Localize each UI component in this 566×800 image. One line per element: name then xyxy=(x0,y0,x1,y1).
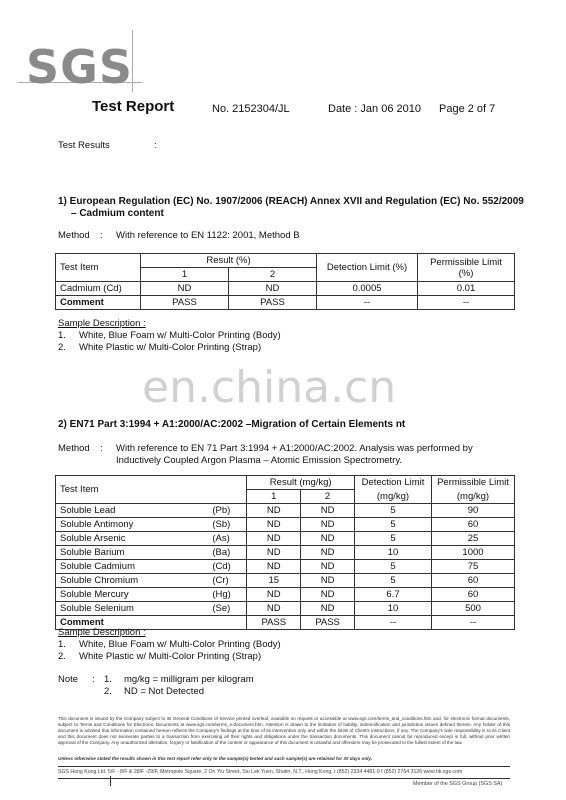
table-row xyxy=(56,546,515,560)
cell-perm: 75 xyxy=(432,560,515,574)
watermark: en.china.cn xyxy=(142,362,397,413)
footer-tick xyxy=(110,776,111,786)
col-sample-2: 2 xyxy=(301,490,355,504)
col-result: Result (mg/kg) xyxy=(247,476,355,490)
cell-det: 10 xyxy=(355,546,432,560)
note-label: Note xyxy=(58,674,79,685)
cell-r2: ND xyxy=(301,546,355,560)
col-sample-1: 1 xyxy=(247,490,301,504)
cell-det: -- xyxy=(317,296,418,310)
section1-title: 1) European Regulation (EC) No. 1907/2006 (REACH) Annex XVII and Regulation (EC) No. 552/2009 xyxy=(58,196,524,207)
comment-row xyxy=(56,296,515,310)
note-text: mg/kg = milligram per kilogram xyxy=(124,674,254,685)
cell-item: Soluble Cadmium xyxy=(56,560,209,574)
table-row xyxy=(56,504,515,518)
footer-divider xyxy=(58,766,510,767)
cell-symbol: (As) xyxy=(208,532,247,546)
section2-sample-num: 2. xyxy=(58,651,66,662)
table-row xyxy=(56,588,515,602)
cell-perm: 60 xyxy=(432,574,515,588)
footer-retention: Unless otherwise stated the results shown in this test report refer only to the sample(s) tested and such sample(s) are retained for 30 days only. xyxy=(58,756,373,761)
cell-item: Soluble Chromium xyxy=(56,574,209,588)
cell-r2: ND xyxy=(301,504,355,518)
logo-text: SGS xyxy=(26,40,134,94)
footer-member: Member of the SGS Group (SGS SA) xyxy=(413,781,503,787)
col-result: Result (%) xyxy=(141,254,317,268)
table-row xyxy=(56,602,515,616)
cell-perm: -- xyxy=(432,616,515,630)
note-num: 1. xyxy=(104,674,112,685)
section2-sample-text: White Plastic w/ Multi-Color Printing (Strap) xyxy=(79,651,262,662)
cell-symbol: (Sb) xyxy=(208,518,247,532)
col-permissible-unit: (mg/kg) xyxy=(432,490,515,504)
col-sample-2: 2 xyxy=(229,268,317,282)
cell-perm: -- xyxy=(418,296,515,310)
cell-r1: ND xyxy=(247,546,301,560)
cell-perm: 90 xyxy=(432,504,515,518)
col-test-item: Test Item xyxy=(56,476,247,504)
col-permissible-limit: Permissible Limit (%) xyxy=(418,254,515,282)
cell-comment: Comment xyxy=(56,616,247,630)
footer-disclaimer: This document is issued by the Company subject to its General Conditions of Service printed overleaf, available on request or accessible at www.sgs.com/terms_and_conditions.htm and, for electronic format documents, subject to Terms and Conditions for Electronic Documents at www.sgs.com/terms_e-document.htm. Attention is drawn to the limitation of liability, indemnification and jurisdiction issues defined therein. Any holder of this document is advised that information contained hereon reflects the Company's findings at the time of its intervention only and within the limits of Client's instructions, if any. The Company's sole responsibility is to its Client and this document does not exonerate parties to a transaction from exercising all their rights and obligations under the transaction documents. This document cannot be reproduced except in full, without prior written approval of the Company. Any unauthorized alteration, forgery or falsification of the content or appearance of this document is unlawful and offenders may be prosecuted to the fullest extent of the law. xyxy=(58,716,510,745)
page-number: Page 2 of 7 xyxy=(439,103,496,115)
section2-method-line1: With reference to EN 71 Part 3:1994 + A1:2000/AC:2002. Analysis was performed by xyxy=(116,443,473,454)
cell-comment: Comment xyxy=(56,296,141,310)
table-row xyxy=(56,518,515,532)
cell-r1: ND xyxy=(247,504,301,518)
cell-det: 5 xyxy=(355,504,432,518)
note-text: ND = Not Detected xyxy=(124,686,204,697)
cell-r1: ND xyxy=(141,282,229,296)
note-colon: : xyxy=(92,674,95,685)
cell-det: 5 xyxy=(355,560,432,574)
section1-sample-num: 2. xyxy=(58,342,66,353)
section1-table xyxy=(55,253,515,310)
cell-r1: ND xyxy=(247,588,301,602)
cell-symbol: (Cd) xyxy=(208,560,247,574)
sgs-logo xyxy=(18,30,148,94)
section1-subtitle: – Cadmium content xyxy=(71,208,164,219)
cell-det: 5 xyxy=(355,574,432,588)
cell-r2: ND xyxy=(301,574,355,588)
test-results-colon: : xyxy=(154,140,157,151)
section1-sample-num: 1. xyxy=(58,330,66,341)
col-detection-unit: (mg/kg) xyxy=(355,490,432,504)
col-permissible-limit: Permissible Limit xyxy=(432,476,515,490)
cell-perm: 500 xyxy=(432,602,515,616)
cell-perm: 60 xyxy=(432,588,515,602)
cell-det: 6.7 xyxy=(355,588,432,602)
cell-symbol: (Cr) xyxy=(208,574,247,588)
section1-method-text: With reference to EN 1122: 2001, Method B xyxy=(116,230,300,241)
cell-symbol: (Hg) xyxy=(208,588,247,602)
section2-sample-num: 1. xyxy=(58,639,66,650)
cell-r1: PASS xyxy=(141,296,229,310)
section2-sample-text: White, Blue Foam w/ Multi-Color Printing (Body) xyxy=(79,639,281,650)
report-number: No. 2152304/JL xyxy=(212,103,290,115)
section2-method-label: Method xyxy=(58,443,90,454)
cell-r2: ND xyxy=(301,602,355,616)
cell-item: Soluble Barium xyxy=(56,546,209,560)
cell-item: Soluble Selenium xyxy=(56,602,209,616)
cell-perm: 1000 xyxy=(432,546,515,560)
cell-perm: 60 xyxy=(432,518,515,532)
section2-table xyxy=(55,475,515,630)
cell-r2: ND xyxy=(229,282,317,296)
section1-method-label: Method xyxy=(58,230,90,241)
section1-sample-text: White, Blue Foam w/ Multi-Color Printing (Body) xyxy=(79,330,281,341)
cell-det: 10 xyxy=(355,602,432,616)
cell-r2: ND xyxy=(301,588,355,602)
cell-symbol: (Se) xyxy=(208,602,247,616)
cell-r1: ND xyxy=(247,532,301,546)
cell-det: -- xyxy=(355,616,432,630)
cell-r1: PASS xyxy=(247,616,301,630)
cell-r2: PASS xyxy=(301,616,355,630)
report-date: Date : Jan 06 2010 xyxy=(328,103,421,115)
cell-det: 5 xyxy=(355,518,432,532)
cell-r2: PASS xyxy=(229,296,317,310)
col-detection-limit: Detection Limit (%) xyxy=(317,254,418,282)
cell-r2: ND xyxy=(301,518,355,532)
table-row xyxy=(56,560,515,574)
col-detection-limit: Detection Limit xyxy=(355,476,432,490)
cell-item: Cadmium (Cd) xyxy=(56,282,141,296)
table-row xyxy=(56,574,515,588)
cell-r1: ND xyxy=(247,518,301,532)
cell-perm: 25 xyxy=(432,532,515,546)
cell-symbol: (Pb) xyxy=(208,504,247,518)
section2-method-colon: : xyxy=(100,443,103,454)
cell-item: Soluble Arsenic xyxy=(56,532,209,546)
cell-symbol: (Ba) xyxy=(208,546,247,560)
table-row xyxy=(56,282,515,296)
cell-r2: ND xyxy=(301,532,355,546)
section1-sample-text: White Plastic w/ Multi-Color Printing (Strap) xyxy=(79,342,262,353)
cell-r2: ND xyxy=(301,560,355,574)
test-results-label: Test Results xyxy=(58,140,110,151)
section2-method-line2: Inductively Coupled Argon Plasma – Atomic Emission Spectrometry. xyxy=(116,455,403,466)
cell-perm: 0.01 xyxy=(418,282,515,296)
footer-address: SGS Hong Kong Ltd. 5/F - 8/F & 28/F -29/F, Metropole Square, 2 On Yiu Street, Siu Lek Yuen, Shatin, N.T., Hong Kong. t (852) 2334 4481-9 f (852) 2764 3126 www.hk.sgs.com xyxy=(58,769,463,775)
col-test-item: Test Item xyxy=(56,254,141,282)
section2-title: 2) EN71 Part 3:1994 + A1:2000/AC:2002 –Migration of Certain Elements nt xyxy=(58,419,406,430)
cell-r1: 15 xyxy=(247,574,301,588)
footer-divider xyxy=(58,778,510,779)
cell-r1: ND xyxy=(247,560,301,574)
cell-item: Soluble Lead xyxy=(56,504,209,518)
table-row xyxy=(56,532,515,546)
col-sample-1: 1 xyxy=(141,268,229,282)
section2-sample-desc-title: Sample Description : xyxy=(58,627,146,638)
cell-r1: ND xyxy=(247,602,301,616)
cell-item: Soluble Mercury xyxy=(56,588,209,602)
cell-det: 5 xyxy=(355,532,432,546)
cell-item: Soluble Antimony xyxy=(56,518,209,532)
cell-det: 0.0005 xyxy=(317,282,418,296)
section1-method-colon: : xyxy=(100,230,103,241)
section1-sample-desc-title: Sample Description : xyxy=(58,318,146,329)
report-title: Test Report xyxy=(92,98,175,115)
note-num: 2. xyxy=(104,686,112,697)
